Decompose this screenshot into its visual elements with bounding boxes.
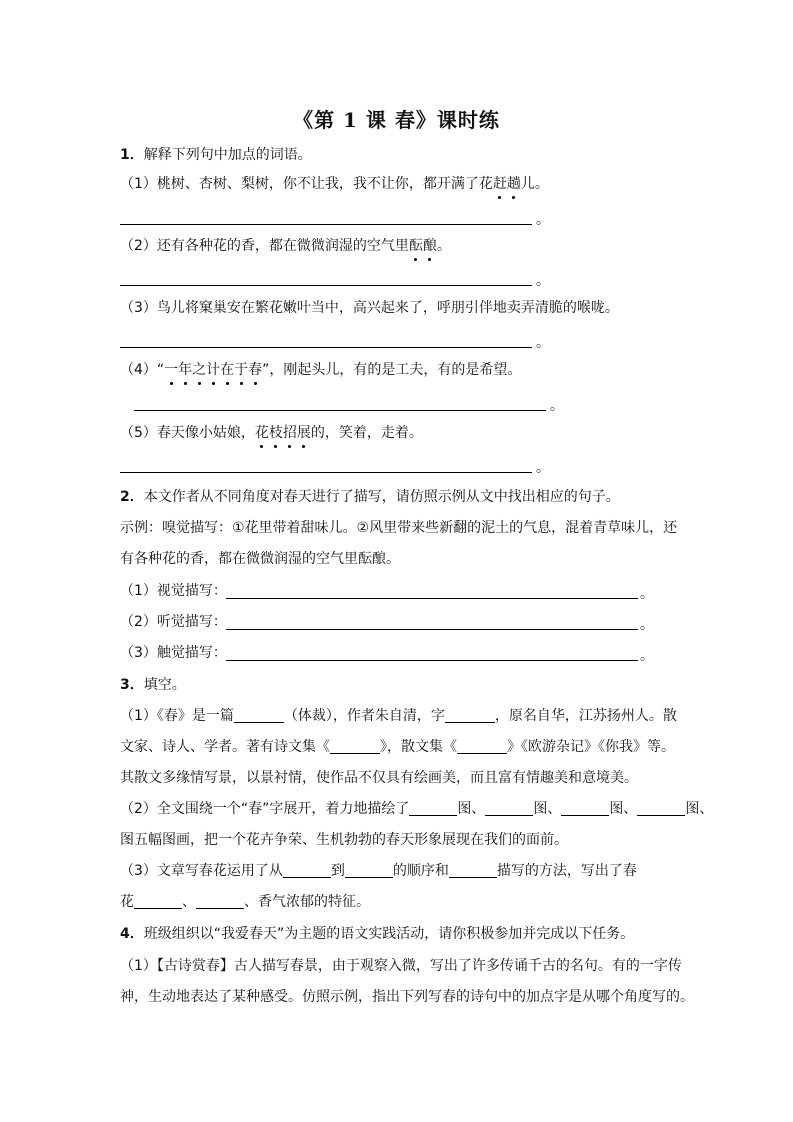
answer-line-1[interactable]: 。 (120, 207, 550, 227)
auditory-answer-line[interactable]: 。 (226, 612, 651, 632)
answer-line-4[interactable]: 。 (134, 393, 564, 413)
emphasis-char: 展 (296, 425, 311, 441)
picture-blank-1[interactable] (409, 799, 457, 816)
q1-item-5: （5）春天像小姑娘，花枝招展的，笑着，走着。 (120, 425, 423, 441)
emphasis-char: 计 (206, 362, 221, 378)
poetry-collection-blank[interactable] (330, 737, 380, 754)
emphasis-char: 年 (178, 362, 193, 378)
q2-item-1: （1）视觉描写： (120, 583, 227, 599)
emphasis-char: 春 (248, 362, 263, 378)
picture-blank-4[interactable] (637, 799, 685, 816)
question-1-text: 解释下列句中加点的词语。 (143, 147, 312, 163)
emphasis-char: 酝 (408, 238, 423, 254)
visual-answer-line[interactable]: 。 (226, 581, 651, 601)
dotted-word (409, 238, 437, 254)
q2-item-3: （3）触觉描写： (120, 645, 227, 661)
emphasis-char: 在 (220, 362, 235, 378)
q1-item-2: （2）还有各种花的香，都在微微润湿的空气里酝酿。 (120, 238, 451, 254)
question-2-prompt (120, 487, 620, 507)
question-3-text: 填空。 (143, 677, 186, 693)
picture-blank-3[interactable] (561, 799, 609, 816)
q3-para-1-line-1: （1）《春》是一篇 （体裁），作者朱自清，字 ，原名自华，江苏扬州人。散 (120, 708, 677, 724)
order-from-blank[interactable] (283, 861, 331, 878)
emphasis-char: 赶 (492, 176, 507, 192)
question-1-prompt (120, 145, 312, 165)
q2-example-line-2: 有各种花的香，都在微微润湿的空气里酝酿。 (120, 551, 400, 567)
q1-item-4: （4）“一年之计在于春”，刚起头儿，有的是工夫，有的是希望。 (120, 362, 522, 378)
question-2-number: 2． (120, 489, 144, 505)
q4-task-1-line-2: 神，生动地表达了某种感受。仿照示例，指出下列写春的诗句中的加点字是从哪个角度写的。 (120, 989, 694, 1005)
q2-example-line-1: 示例：嗅觉描写：①花里带着甜味儿。②风里带来些新翻的泥土的气息，混着青草味儿，还 (120, 520, 678, 536)
q1-item-3: （3）鸟儿将窠巢安在繁花嫩叶当中，高兴起来了，呼朋引伴地卖弄清脆的喉咙。 (120, 300, 619, 316)
answer-line-3[interactable]: 。 (120, 330, 550, 350)
tactile-answer-line[interactable]: 。 (226, 643, 651, 663)
q3-para-3-line-2: 花 、 、香气浓郁的特征。 (120, 894, 370, 910)
question-3-number: 3． (120, 677, 144, 693)
emphasis-char: 于 (234, 362, 249, 378)
emphasis-char: 花 (254, 425, 269, 441)
question-3-prompt (120, 675, 186, 695)
dotted-word (493, 176, 521, 192)
question-4-text: 班级组织以“我爱春天”为主题的语文实践活动，请你积极参加并完成以下任务。 (143, 926, 635, 942)
feature-blank-1[interactable] (134, 892, 182, 909)
question-4-prompt (120, 924, 634, 944)
essay-collection-blank[interactable] (457, 737, 507, 754)
courtesy-name-blank[interactable] (445, 706, 495, 723)
emphasis-char: 酿 (422, 238, 437, 254)
q3-para-2-line-2: 图五幅图画，把一个花卉争荣、生机勃勃的春天形象展现在我们的面前。 (120, 832, 568, 848)
q4-task-1-line-1: （1）【古诗赏春】古人描写春景，由于观察入微，写出了许多传诵千古的名句。有的一字传 (120, 958, 682, 974)
order-to-blank[interactable] (345, 861, 393, 878)
feature-blank-2[interactable] (196, 892, 244, 909)
emphasis-char: 招 (282, 425, 297, 441)
q3-para-3-line-1: （3）文章写春花运用了从 到 的顺序和 描写的方法，写出了春 (120, 863, 637, 879)
dotted-word (164, 362, 262, 378)
q3-para-1-line-2: 文家、诗人、学者。著有诗文集《 》，散文集《 》《欧游杂记》《你我》等。 (120, 739, 675, 755)
emphasis-char: 之 (192, 362, 207, 378)
question-4-number: 4． (120, 926, 144, 942)
dotted-word (255, 425, 311, 441)
emphasis-char: 趟 (506, 176, 521, 192)
answer-line-2[interactable]: 。 (120, 268, 550, 288)
q2-item-2: （2）听觉描写： (120, 614, 227, 630)
emphasis-char: 一 (164, 362, 179, 378)
description-method-blank[interactable] (449, 861, 497, 878)
question-1-number: 1． (120, 147, 144, 163)
q3-para-2-line-1: （2）全文围绕一个“春”字展开，着力地描绘了 图、 图、 图、 图、 (120, 801, 714, 817)
page-title: 《第 1 课 春》课时练 (293, 108, 500, 132)
picture-blank-2[interactable] (485, 799, 533, 816)
genre-blank[interactable] (234, 706, 284, 723)
q1-item-1: （1）桃树、杏树、梨树，你不让我，我不让你，都开满了花赶趟儿。 (120, 176, 549, 192)
answer-line-5[interactable]: 。 (120, 455, 550, 475)
emphasis-char: 枝 (268, 425, 283, 441)
q3-para-1-line-3: 其散文多缘情写景，以景衬情，使作品不仅具有绘画美，而且富有情趣美和意境美。 (120, 770, 638, 786)
question-2-text: 本文作者从不同角度对春天进行了描写，请仿照示例从文中找出相应的句子。 (143, 489, 620, 505)
